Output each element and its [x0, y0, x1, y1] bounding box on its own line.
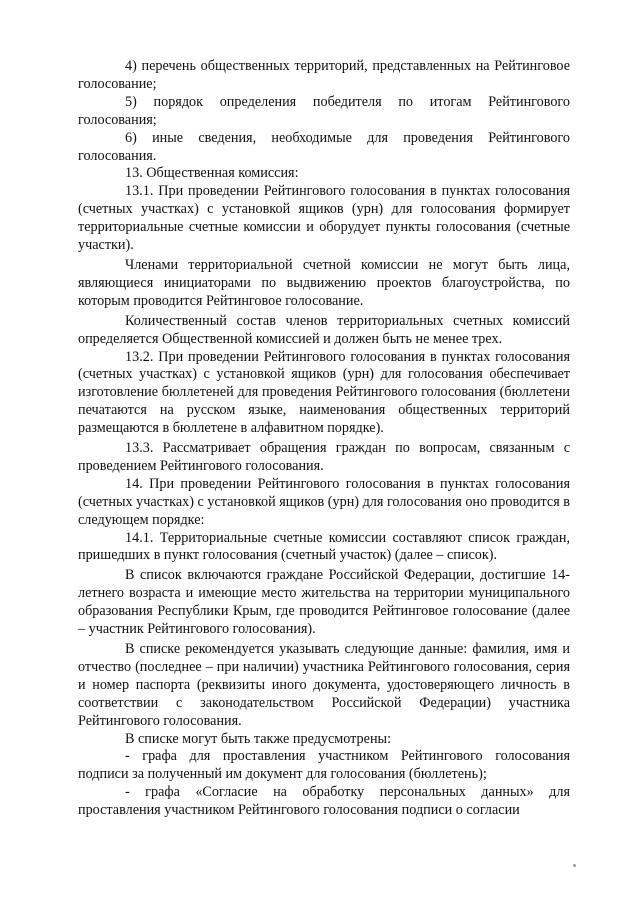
- paragraph-consent-column: - графа «Согласие на обработку персональных данных» для проставления участником Рейтингового голосования подписи о согласии: [78, 784, 570, 819]
- paragraph-13-3: 13.3. Рассматривает обращения граждан по вопросам, связанным с проведением Рейтингового голосования.: [78, 440, 570, 474]
- section-13-heading: 13. Общественная комиссия:: [125, 165, 299, 182]
- paragraph-13-2: 13.2. При проведении Рейтингового голосования в пунктах голосования (счетных участках) с установкой ящиков (урн) для голосования обеспечивает изготовление бюллетеней для проведения Рейтингового голосования (бюллетени печатаются на русском языке, наименования общественных территорий размещаются в бюллетене в алфавитном порядке).: [78, 348, 570, 437]
- document-body: [78, 58, 570, 820]
- paragraph-item-6: 6) иные сведения, необходимые для проведения Рейтингового голосования.: [78, 129, 570, 164]
- paragraph-14-1: 14.1. Территориальные счетные комиссии составляют список граждан, пришедших в пункт голосования (счетный участок) (далее – список).: [78, 529, 570, 564]
- paragraph-commission-size: Количественный состав членов территориальных счетных комиссий определяется Общественной комиссией и должен быть не менее трех.: [78, 312, 570, 347]
- paragraph-item-4: 4) перечень общественных территорий, представленных на Рейтинговое голосование;: [78, 58, 570, 92]
- paragraph-signature-column: - графа для проставления участником Рейтингового голосования подписи за полученный им документ для голосования (бюллетень);: [78, 748, 570, 783]
- paragraph-list-inclusion: В список включаются граждане Российской Федерации, достигшие 14-летнего возраста и имеющие место жительства на территории муниципального образования Республики Крым, где проводится Рейтинговое голосование (далее – участник Рейтингового голосования).: [78, 567, 570, 638]
- section-14-heading: 14. При проведении Рейтингового голосования в пунктах голосования (счетных участках) с установкой ящиков (урн) для голосования оно проводится в следующем порядке:: [78, 475, 570, 528]
- scan-speck: [573, 864, 576, 867]
- paragraph-13-1: 13.1. При проведении Рейтингового голосования в пунктах голосования (счетных участках) с установкой ящиков (урн) для голосования формирует территориальные счетные комиссии и оборудует пункты голосования (счетные участки).: [78, 183, 570, 254]
- paragraph-list-data: В списке рекомендуется указывать следующие данные: фамилия, имя и отчество (последнее – при наличии) участника Рейтингового голосования, серия и номер паспорта (реквизиты иного документа, удостоверяющего личность в соответствии с законодательством Российской Федерации) участника Рейтингового голосования.: [78, 641, 570, 729]
- paragraph-item-5: 5) порядок определения победителя по итогам Рейтингового голосования;: [78, 93, 570, 128]
- paragraph-commission-members: Членами территориальной счетной комиссии не могут быть лица, являющиеся инициаторами по выдвижению проектов благоустройства, по которым проводится Рейтинговое голосование.: [78, 256, 570, 309]
- paragraph-list-columns-intro: В списке могут быть также предусмотрены:: [125, 730, 392, 747]
